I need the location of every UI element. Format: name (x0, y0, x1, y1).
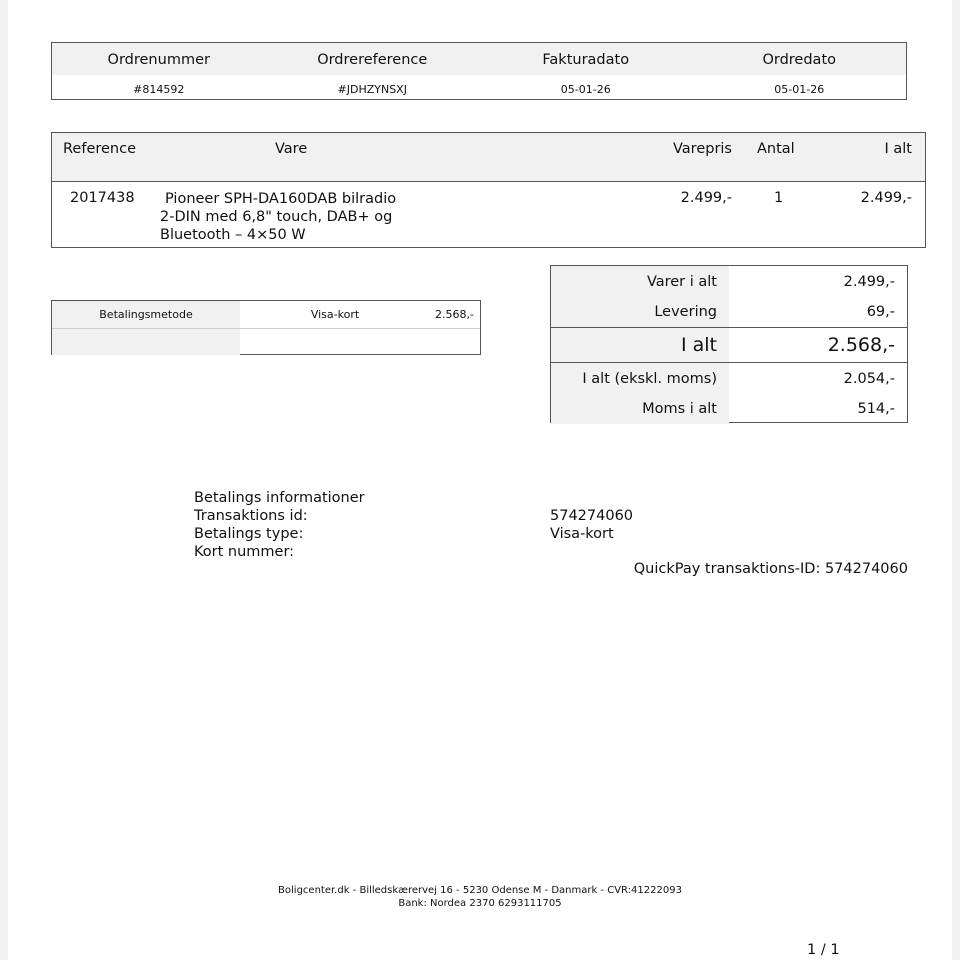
items-total-label: Varer i alt (551, 266, 729, 297)
item-qty: 1 (774, 190, 784, 206)
totals-delivery-row (551, 297, 907, 328)
payment-method-empty-cell (52, 329, 240, 355)
invoice-date-header: Fakturadato (542, 52, 630, 68)
order-reference-value: #JDHZYNSXJ (337, 82, 407, 96)
payment-method-amount: 2.568,- (435, 308, 474, 321)
order-info-table (51, 42, 907, 100)
invoice-page (8, 0, 952, 960)
transaction-id-value: 574274060 (550, 508, 634, 524)
delivery-value: 69,- (866, 304, 895, 320)
item-description-line: Pioneer SPH-DA160DAB bilradio (165, 191, 397, 207)
transaction-id-label: Transaktions id: (194, 508, 308, 524)
order-number-value: #814592 (133, 82, 185, 96)
vat-value: 514,- (857, 401, 895, 417)
totals-grand-row (551, 328, 907, 363)
footer-address: Boligcenter.dk - Billedskærervej 16 - 5230 Odense M - Danmark - CVR:41222093 (278, 885, 682, 896)
invoice-date-value: 05-01-26 (560, 82, 611, 96)
totals-ex-vat-row (551, 363, 907, 394)
order-info-header (52, 43, 906, 75)
ex-vat-value: 2.054,- (843, 370, 895, 387)
payment-info-values (550, 507, 633, 543)
price-header: Varepris (673, 141, 732, 157)
company-footer (8, 884, 952, 910)
item-description-line: 2-DIN med 6,8" touch, DAB+ og (160, 209, 393, 225)
delivery-label: Levering (551, 297, 729, 327)
item-description-line: Bluetooth – 4×50 W (160, 227, 306, 243)
item-reference: 2017438 (70, 190, 135, 206)
items-table (51, 132, 926, 248)
totals-table (550, 265, 908, 423)
table-row (52, 182, 925, 248)
grand-total-label: I alt (551, 328, 729, 362)
totals-vat-row (551, 394, 907, 424)
order-reference-header: Ordrereference (317, 52, 428, 68)
payment-info-labels (194, 489, 365, 561)
items-header (52, 133, 925, 182)
payment-method-table (51, 300, 481, 355)
grand-total-value: 2.568,- (827, 334, 895, 356)
payment-info-heading: Betalings informationer (194, 490, 365, 506)
quickpay-transaction-id: QuickPay transaktions-ID: 574274060 (633, 561, 908, 577)
footer-bank: Bank: Nordea 2370 6293111705 (398, 898, 562, 909)
total-header: I alt (884, 141, 912, 157)
qty-header: Antal (757, 141, 795, 157)
vat-label: Moms i alt (551, 394, 729, 424)
totals-items-row (551, 266, 907, 297)
item-description (160, 190, 410, 244)
order-date-value: 05-01-26 (774, 82, 825, 96)
order-info-row (52, 75, 906, 102)
order-number-header: Ordrenummer (107, 52, 210, 68)
item-total: 2.499,- (860, 190, 912, 206)
reference-header: Reference (63, 141, 137, 157)
card-number-label: Kort nummer: (194, 544, 295, 560)
payment-method-row (52, 301, 480, 329)
page-number: 1 / 1 (807, 942, 840, 958)
payment-method-value: Visa-kort (310, 308, 360, 321)
payment-method-label: Betalingsmetode (52, 301, 240, 328)
items-total-value: 2.499,- (843, 273, 895, 290)
order-date-header: Ordredato (762, 52, 837, 68)
item-price: 2.499,- (680, 190, 732, 206)
item-header: Vare (275, 141, 308, 157)
payment-type-value: Visa-kort (550, 526, 614, 542)
payment-method-empty-row (52, 329, 480, 355)
payment-type-label: Betalings type: (194, 526, 304, 542)
ex-vat-label: I alt (ekskl. moms) (551, 363, 729, 394)
